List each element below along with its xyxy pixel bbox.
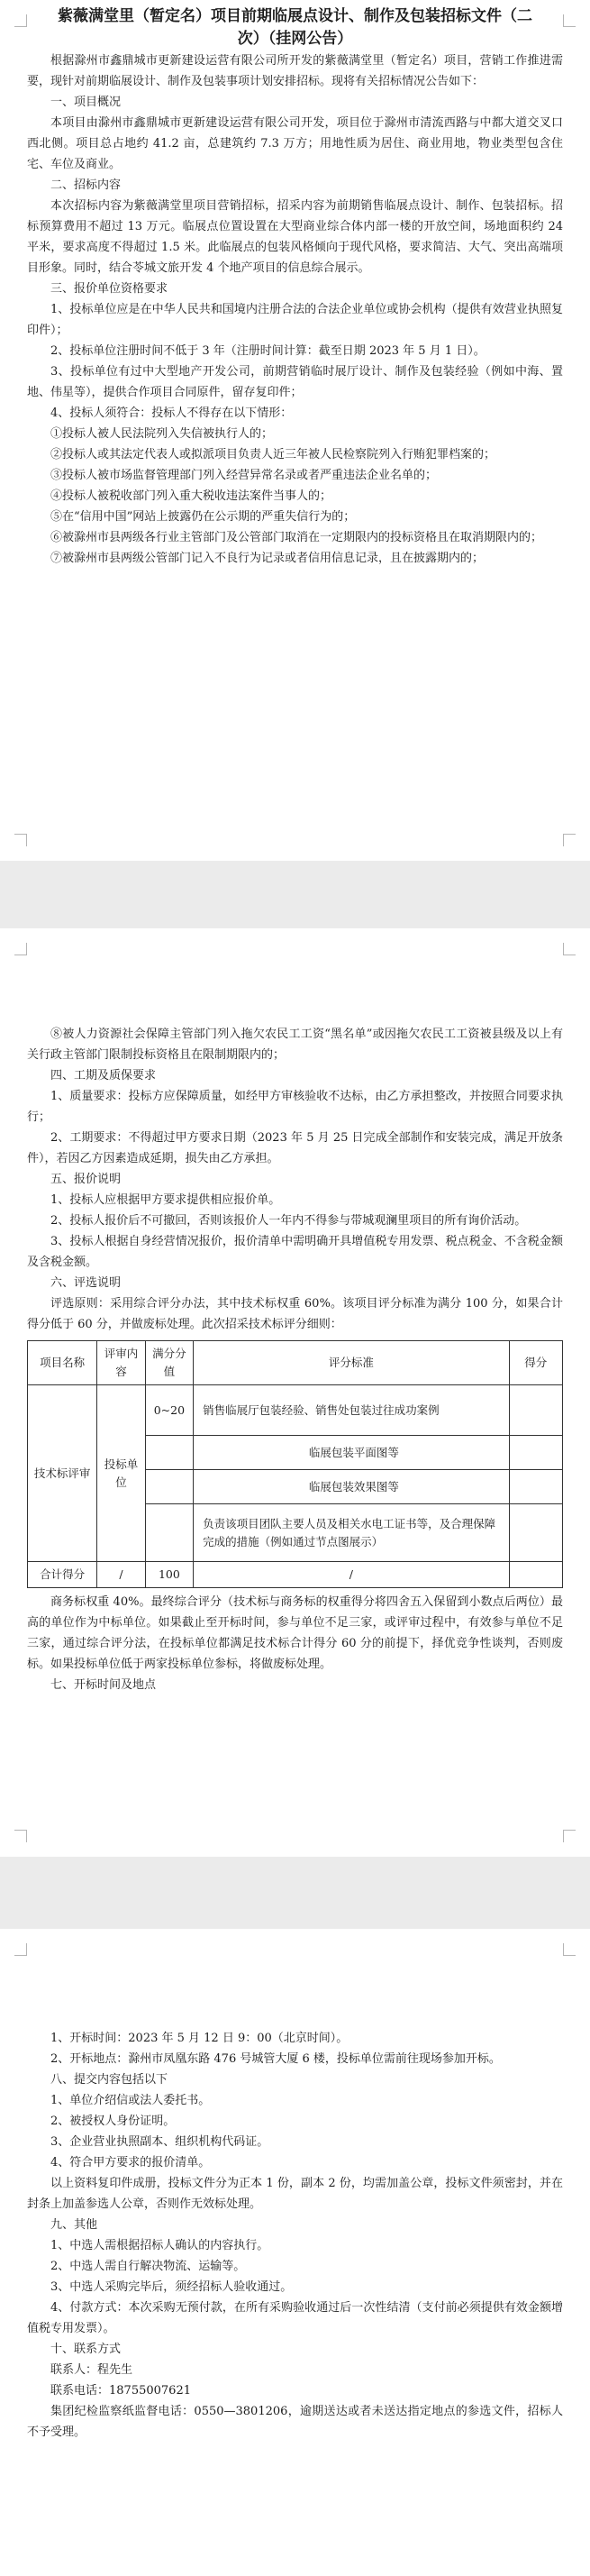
paragraph: 1、投标人应根据甲方要求提供相应报价单。	[50, 1193, 281, 1207]
table-mark-cell	[509, 1470, 562, 1504]
paragraph: 2、开标地点：滁州市凤凰东路 476 号城管大厦 6 楼，投标单位需前往现场参加开标。	[50, 2052, 501, 2066]
paragraph: 根据滁州市鑫鼎城市更新建设运营有限公司所开发的紫薇满堂里（暂定名）项目，营销工作推进需要，现针对前期临展设计、制作及包装事项计划安排招标。现将有关招标情况公告如下：	[27, 54, 563, 88]
page-corner-mark	[563, 1830, 576, 1842]
paragraph: 2、被授权人身份证明。	[50, 2115, 176, 2128]
page-corner-mark	[14, 14, 27, 27]
paragraph: 1、中选人需根据招标人确认的内容执行。	[50, 2239, 269, 2252]
page-1-content	[27, 5, 563, 569]
page-corner-mark	[14, 1943, 27, 1956]
paragraph: ⑥被滁州市县两级各行业主管部门及公管部门取消在一定期限内的投标资格且在取消期限内的；	[50, 531, 543, 544]
paragraph: 八、提交内容包括以下	[50, 2073, 168, 2087]
paragraph: 3、投标单位有过中大型地产开发公司，前期营销临时展厅设计、制作及包装经验（例如中海、置地、伟星等），提供合作项目合同原件，留存复印件；	[27, 365, 563, 399]
paragraph: 九、其他	[50, 2218, 98, 2232]
document-title	[27, 5, 563, 50]
document-page-1	[0, 0, 590, 861]
table-group-label: 技术标评审	[28, 1385, 97, 1562]
paragraph: ⑧被人力资源社会保障主管部门列入拖欠农民工工资“黑名单”或因拖欠农民工工资被县级及以上有关行政主管部门限制投标资格且在限制期限内的；	[27, 1028, 563, 1062]
table-header-cell: 评审内容	[97, 1341, 145, 1385]
page-2-body	[27, 1024, 563, 1335]
page-gap	[0, 1857, 590, 1929]
table-total-content: /	[97, 1562, 145, 1588]
table-mark-cell	[509, 1504, 562, 1562]
table-header-cell: 评分标准	[194, 1341, 509, 1385]
page-2-after-table	[27, 1592, 563, 1695]
paragraph: 联系电话：18755007621	[50, 2384, 191, 2398]
paragraph: 商务标权重 40%。最终综合评分（技术标与商务标的权重得分将四舍五入保留到小数点后两位）最高的单位作为中标单位。如果截止至开标时间，参与单位不足三家，或评审过程中，有效参与单位不足三家，通过综合评分法，在投标单位都满足技术标合计得分 60 分的前提下，择优竞争性谈判，否则废标。如果投标单位低于两家投标单位参标，将做废标处理。	[27, 1595, 563, 1671]
page-corner-mark	[563, 14, 576, 27]
paragraph: 五、报价说明	[50, 1173, 122, 1186]
table-total-label: 合计得分	[28, 1562, 97, 1588]
paragraph: 六、评选说明	[50, 1276, 122, 1290]
table-header-cell: 项目名称	[28, 1341, 97, 1385]
paragraph: 4、付款方式：本次采购无预付款，在所有采购验收通过后一次性结清（支付前必须提供有效金额增值税专用发票）。	[27, 2301, 563, 2335]
document-page-3	[0, 1929, 590, 2576]
table-total-standard: /	[194, 1562, 509, 1588]
table-header-cell: 满分分值	[145, 1341, 193, 1385]
paragraph: 2、投标单位注册时间不低于 3 年（注册时间计算：截至日期 2023 年 5 月 1 日）。	[50, 344, 486, 358]
table-content-label: 投标单位	[97, 1385, 145, 1562]
page-3-content	[27, 2028, 563, 2443]
paragraph: 七、开标时间及地点	[50, 1678, 157, 1692]
table-total-row	[28, 1562, 563, 1588]
page-corner-mark	[563, 834, 576, 846]
document-title-line-2: 次）（挂网公告）	[237, 30, 353, 48]
page-2-content	[27, 1024, 563, 1695]
table-standard-cell: 负责该项目团队主要人员及相关水电工证书等，及合理保障完成的措施（例如通过节点图展示）	[194, 1504, 509, 1562]
paragraph: 本项目由滁州市鑫鼎城市更新建设运营有限公司开发，项目位于滁州市清流西路与中都大道交叉口西北侧。项目总占地约 41.2 亩，总建筑约 7.3 万方；用地性质为居住、商业用地，物业类型包含住宅、车位及商业。	[27, 116, 563, 171]
table-standard-cell: 临展包装效果图等	[194, 1470, 509, 1504]
paragraph: 二、招标内容	[50, 178, 122, 192]
table-score-cell: 0~20	[145, 1385, 193, 1436]
scoring-table	[27, 1340, 563, 1588]
paragraph: 1、质量要求：投标方应保障质量，如经甲方审核验收不达标，由乙方承担整改，并按照合同要求执行；	[27, 1090, 563, 1124]
paragraph: 评选原则：采用综合评分办法，其中技术标权重 60%。该项目评分标准为满分 100 分，如果合计得分低于 60 分，并做废标处理。此次招采技术标评分细则：	[27, 1297, 563, 1331]
paragraph: 3、企业营业执照副本、组织机构代码证。	[50, 2135, 269, 2149]
table-mark-cell	[509, 1436, 562, 1470]
paragraph: 2、中选人需自行解决物流、运输等。	[50, 2260, 246, 2273]
paragraph: 四、工期及质保要求	[50, 1069, 157, 1082]
paragraph: ⑦被滁州市县两级公管部门记入不良行为记录或者信用信息记录，且在披露期内的；	[50, 552, 485, 565]
paragraph: 1、开标时间：2023 年 5 月 12 日 9：00（北京时间）。	[50, 2032, 349, 2045]
paragraph: ③投标人被市场监督管理部门列入经营异常名录或者严重违法企业名单的；	[50, 469, 438, 482]
paragraph: 2、工期要求：不得超过甲方要求日期（2023 年 5 月 25 日完成全部制作和安装完成，满足开放条件），若因乙方因素造成延期，损失由乙方承担。	[27, 1131, 563, 1165]
page-3-body	[27, 2028, 563, 2443]
page-1-body	[27, 50, 563, 569]
paragraph: 以上资料复印件成册，投标文件分为正本 1 份，副本 2 份，均需加盖公章，投标文件须密封，并在封条上加盖参选人公章，否则作无效标处理。	[27, 2177, 563, 2211]
table-row	[28, 1385, 563, 1436]
paragraph: 本次招标内容为紫薇满堂里项目营销招标，招采内容为前期销售临展点设计、制作、包装招标。招标预算费用不超过 13 万元。临展点位置设置在大型商业综合体内部一楼的开放空间，场地面积约 24 平米，要求高度不得超过 1.5 米。此临展点的包装风格倾向于现代风格，要求简洁、大气、突出高端项目形象。同时，结合苓城文旅开发 4 个地产项目的信息综合展示。	[27, 199, 563, 275]
page-corner-mark	[14, 943, 27, 955]
page-gap	[0, 861, 590, 928]
table-score-cell	[145, 1470, 193, 1504]
page-corner-mark	[14, 834, 27, 846]
paragraph: 4、投标人须符合：投标人不得存在以下情形：	[50, 406, 293, 420]
paragraph: 4、符合甲方要求的报价清单。	[50, 2156, 211, 2170]
paragraph: 十、联系方式	[50, 2343, 122, 2356]
page-corner-mark	[563, 1943, 576, 1956]
paragraph: 1、单位介绍信或法人委托书。	[50, 2094, 211, 2107]
paragraph: 3、中选人采购完毕后，须经招标人验收通过。	[50, 2280, 293, 2294]
paragraph: ④投标人被税收部门列入重大税收违法案件当事人的；	[50, 489, 332, 503]
table-score-cell	[145, 1504, 193, 1562]
paragraph: 1、投标单位应是在中华人民共和国境内注册合法的合法企业单位或协会机构（提供有效营业执照复印件）；	[27, 303, 563, 337]
table-standard-cell: 销售临展厅包装经验、销售处包装过往成功案例	[194, 1385, 509, 1436]
paragraph: 联系人：程先生	[50, 2363, 133, 2377]
paragraph: ①投标人被人民法院列入失信被执行人的；	[50, 427, 274, 441]
table-header-cell: 得分	[509, 1341, 562, 1385]
page-corner-mark	[563, 943, 576, 955]
paragraph: 3、投标人根据自身经营情况报价，报价清单中需明确开具增值税专用发票、税点税金、不含税金额及含税金额。	[27, 1235, 563, 1269]
table-total-mark	[509, 1562, 562, 1588]
table-mark-cell	[509, 1385, 562, 1436]
paragraph: ⑤在“信用中国”网站上披露仍在公示期的严重失信行为的；	[50, 510, 356, 524]
page-corner-mark	[14, 1830, 27, 1842]
document-title-line-1: 紫薇满堂里（暂定名）项目前期临展点设计、制作及包装招标文件（二	[58, 7, 532, 25]
table-total-score: 100	[145, 1562, 193, 1588]
scoring-table-header-row	[28, 1341, 563, 1385]
document-page-2	[0, 928, 590, 1857]
paragraph: 2、投标人报价后不可撤回，否则该报价人一年内不得参与带城观澜里项目的所有询价活动。	[50, 1214, 527, 1228]
paragraph: 三、报价单位资格要求	[50, 282, 168, 296]
paragraph: 一、项目概况	[50, 96, 122, 109]
table-score-cell	[145, 1436, 193, 1470]
paragraph: ②投标人或其法定代表人或拟派项目负责人近三年被人民检察院列入行贿犯罪档案的；	[50, 448, 496, 461]
paragraph: 集团纪检监察纸监督电话：0550—3801206，逾期送达或者未送达指定地点的参选文件，招标人不予受理。	[27, 2405, 563, 2439]
table-standard-cell: 临展包装平面图等	[194, 1436, 509, 1470]
